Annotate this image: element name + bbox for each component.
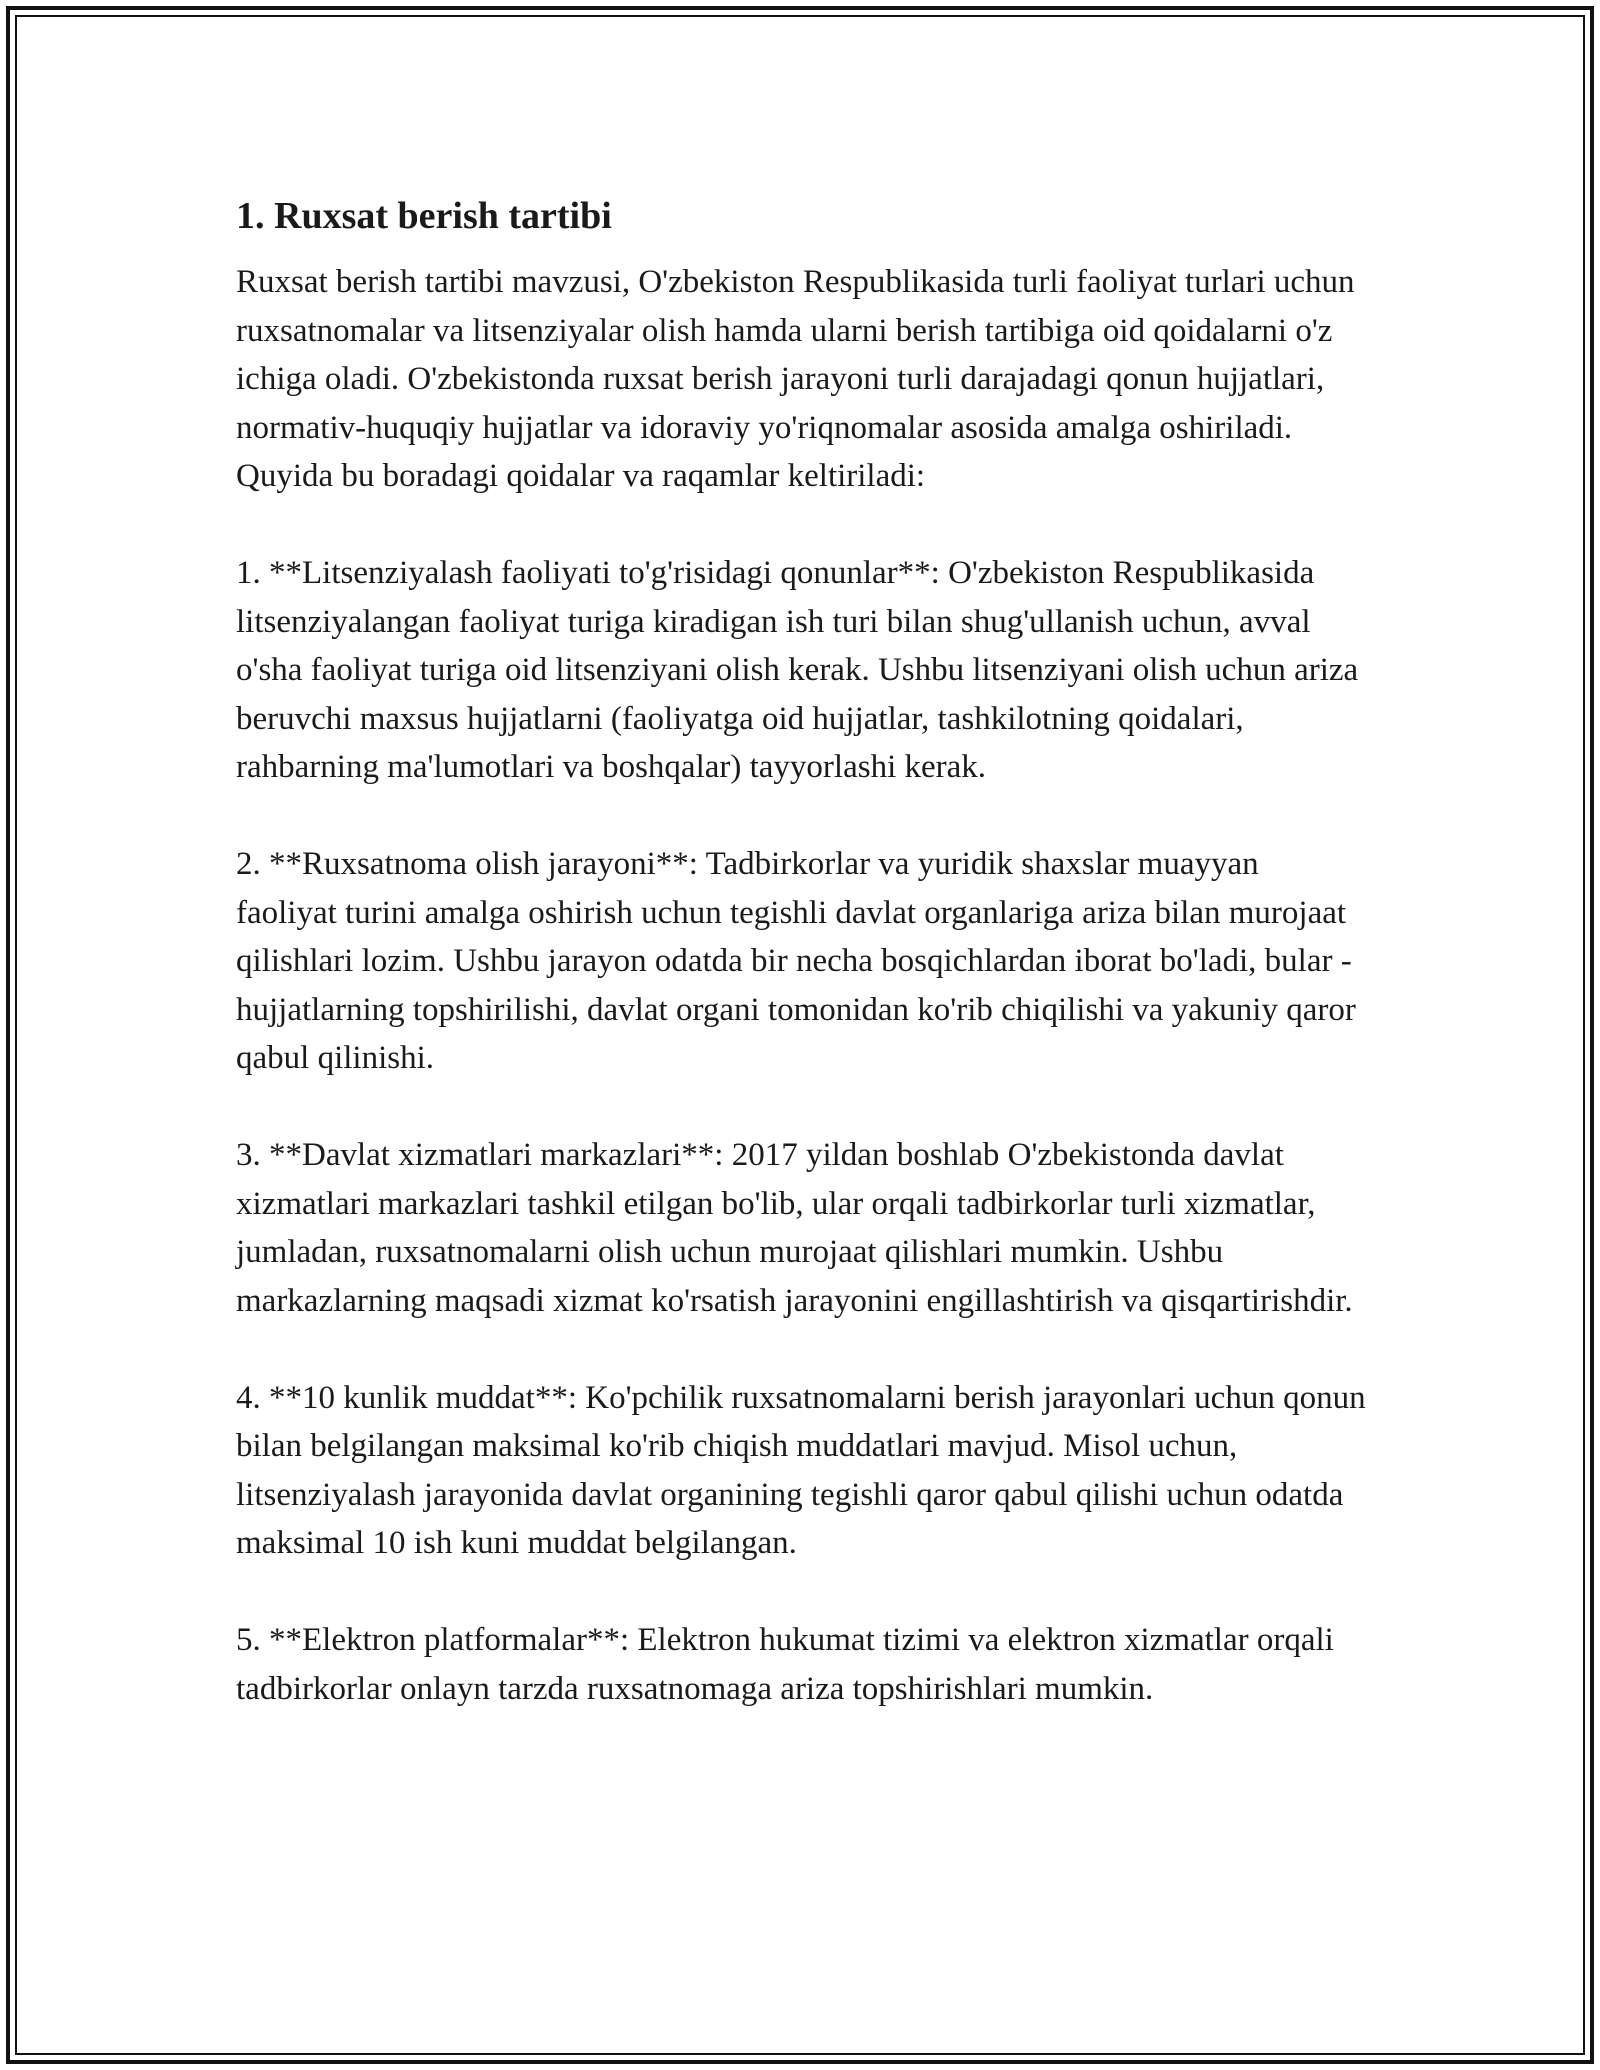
list-item-2: 2. **Ruxsatnoma olish jarayoni**: Tadbirkorlar va yuridik shaxslar muayyan faoliyat turini amalga oshirish uchun tegishli davlat organlariga ariza bilan murojaat qilishlari lozim. Ushbu jarayon odatda bir necha bosqichlardan iborat bo'ladi, bular - hujjatlarning topshirilishi, davlat organi tomonidan ko'rib chiqilishi va yakuniy qaror qabul qilinishi. — [236, 846, 1356, 1076]
list-item-4: 4. **10 kunlik muddat**: Ko'pchilik ruxsatnomalarni berish jarayonlari uchun qonun bilan belgilangan maksimal ko'rib chiqish muddatlari mavjud. Misol uchun, litsenziyalash jarayonida davlat organining tegishli qaror qabul qilishi uchun odatda maksimal 10 ish kuni muddat belgilangan. — [236, 1379, 1366, 1561]
list-item-1: 1. **Litsenziyalash faoliyati to'g'risidagi qonunlar**: O'zbekiston Respublikasida litsenziyalangan faoliyat turiga kiradigan ish turi bilan shug'ullanish uchun, avval o'sha faoliyat turiga oid litsenziyani olish kerak. Ushbu litsenziyani olish uchun ariza beruvchi maxsus hujjatlarni (faoliyatga oid hujjatlar, tashkilotning qoidalari, rahbarning ma'lumotlari va boshqalar) tayyorlashi kerak. — [236, 555, 1359, 785]
section-heading: 1. Ruxsat berish tartibi — [236, 195, 612, 237]
list-item-3: 3. **Davlat xizmatlari markazlari**: 2017 yildan boshlab O'zbekistonda davlat xizmatlari markazlari tashkil etilgan bo'lib, ular orqali tadbirkorlar turli xizmatlar, jumladan, ruxsatnomalarni olish uchun murojaat qilishlari mumkin. Ushbu markazlarning maqsadi xizmat ko'rsatish jarayonini engillashtirish va qisqartirishdir. — [236, 1137, 1353, 1319]
document-body — [236, 186, 1366, 1713]
list-item-5: 5. **Elektron platformalar**: Elektron hukumat tizimi va elektron xizmatlar orqali tadbirkorlar onlayn tarzda ruxsatnomaga ariza topshirishlari mumkin. — [236, 1622, 1334, 1707]
intro-paragraph: Ruxsat berish tartibi mavzusi, O'zbekiston Respublikasida turli faoliyat turlari uchun ruxsatnomalar va litsenziyalar olish hamda ularni berish tartibiga oid qoidalarni o'z ichiga oladi. O'zbekistonda ruxsat berish jarayoni turli darajadagi qonun hujjatlari, normativ-huquqiy hujjatlar va idoraviy yo'riqnomalar asosida amalga oshiriladi. Quyida bu boradagi qoidalar va raqamlar keltiriladi: — [236, 264, 1355, 494]
